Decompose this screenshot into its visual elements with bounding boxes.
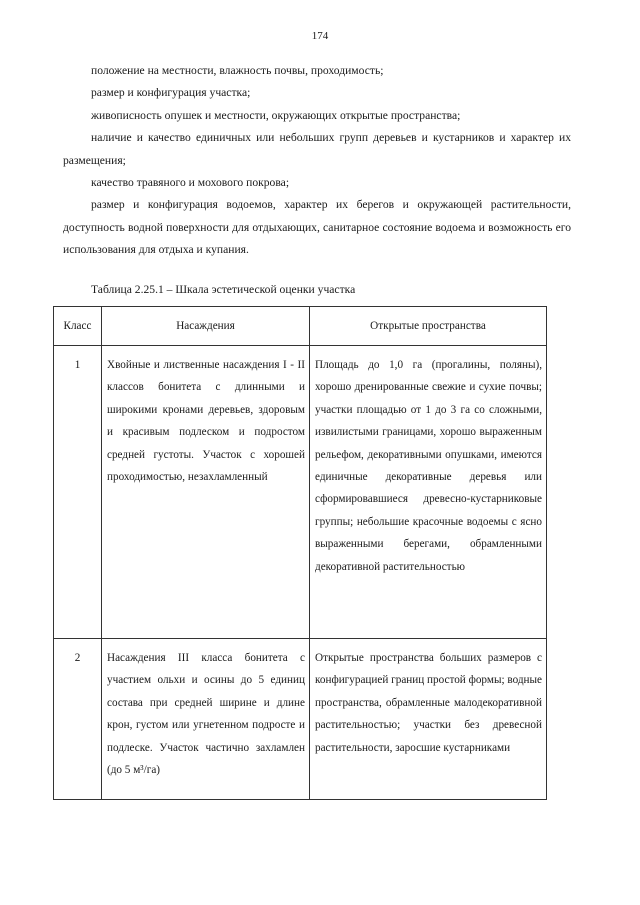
plantings-cell (102, 639, 310, 800)
body-text (63, 60, 571, 262)
aesthetic-scale-table (53, 306, 547, 800)
table-caption: Таблица 2.25.1 – Шкала эстетической оценки участка (91, 283, 356, 296)
header-plantings: Насаждения (102, 307, 310, 346)
class-number: 2 (74, 652, 81, 664)
class-number: 1 (74, 359, 81, 371)
paragraph: живописность опушек и местности, окружающих открытые пространства; (91, 108, 461, 122)
table-header-row (54, 307, 547, 346)
page-number: 174 (311, 30, 329, 42)
paragraph: наличие и качество единичных или небольших групп деревьев и кустарников и характер их размещения; (63, 131, 571, 167)
header-open-spaces: Открытые пространства (310, 307, 547, 346)
open-spaces-text: Открытые пространства больших размеров с конфигурацией границ простой формы; водные пространства, обрамленные малодекоративной растительностью; участки без древесной растительности, заросшие кустарниками (315, 652, 542, 754)
table-row (54, 639, 547, 800)
plantings-text: Хвойные и лиственные насаждения I - II классов бонитета с длинными и широкими кронами деревьев, здоровым и красивым подлеском и подростом средней густоты. Участок с хорошей проходимостью, незахламленный (107, 359, 305, 484)
header-class: Класс (54, 307, 102, 346)
plantings-cell (102, 346, 310, 639)
open-spaces-cell (310, 346, 547, 639)
open-spaces-cell (310, 639, 547, 800)
plantings-text: Насаждения III класса бонитета с участием ольхи и осины до 5 единиц состава при средней ширине и длине крон, густом или угнетенном подросте и подлеске. Участок частично захламлен (до 5 м³/га) (107, 652, 305, 777)
open-spaces-text: Площадь до 1,0 га (прогалины, поляны), хорошо дренированные свежие и сухие почвы; участки площадью от 1 до 3 га со сложными, извилистыми границами, хорошо выраженным рельефом, декоративными опушками, имеются единичные декоративные деревья или сформировавшиеся древесно-кустарниковые группы; небольшие красочные водоемы с ясно выраженными берегами, обрамленными декоративной растительностью (315, 359, 542, 573)
paragraph: размер и конфигурация водоемов, характер их берегов и окружающей растительности, доступность водной поверхности для отдыхающих, санитарное состояние водоема и возможность его использования для отдыха и купания. (63, 198, 571, 257)
paragraph: положение на местности, влажность почвы, проходимость; (91, 64, 384, 77)
paragraph: качество травяного и мохового покрова; (91, 176, 290, 190)
class-cell (54, 346, 102, 639)
paragraph: размер и конфигурация участка; (91, 86, 251, 100)
table-row (54, 346, 547, 639)
class-cell (54, 639, 102, 800)
